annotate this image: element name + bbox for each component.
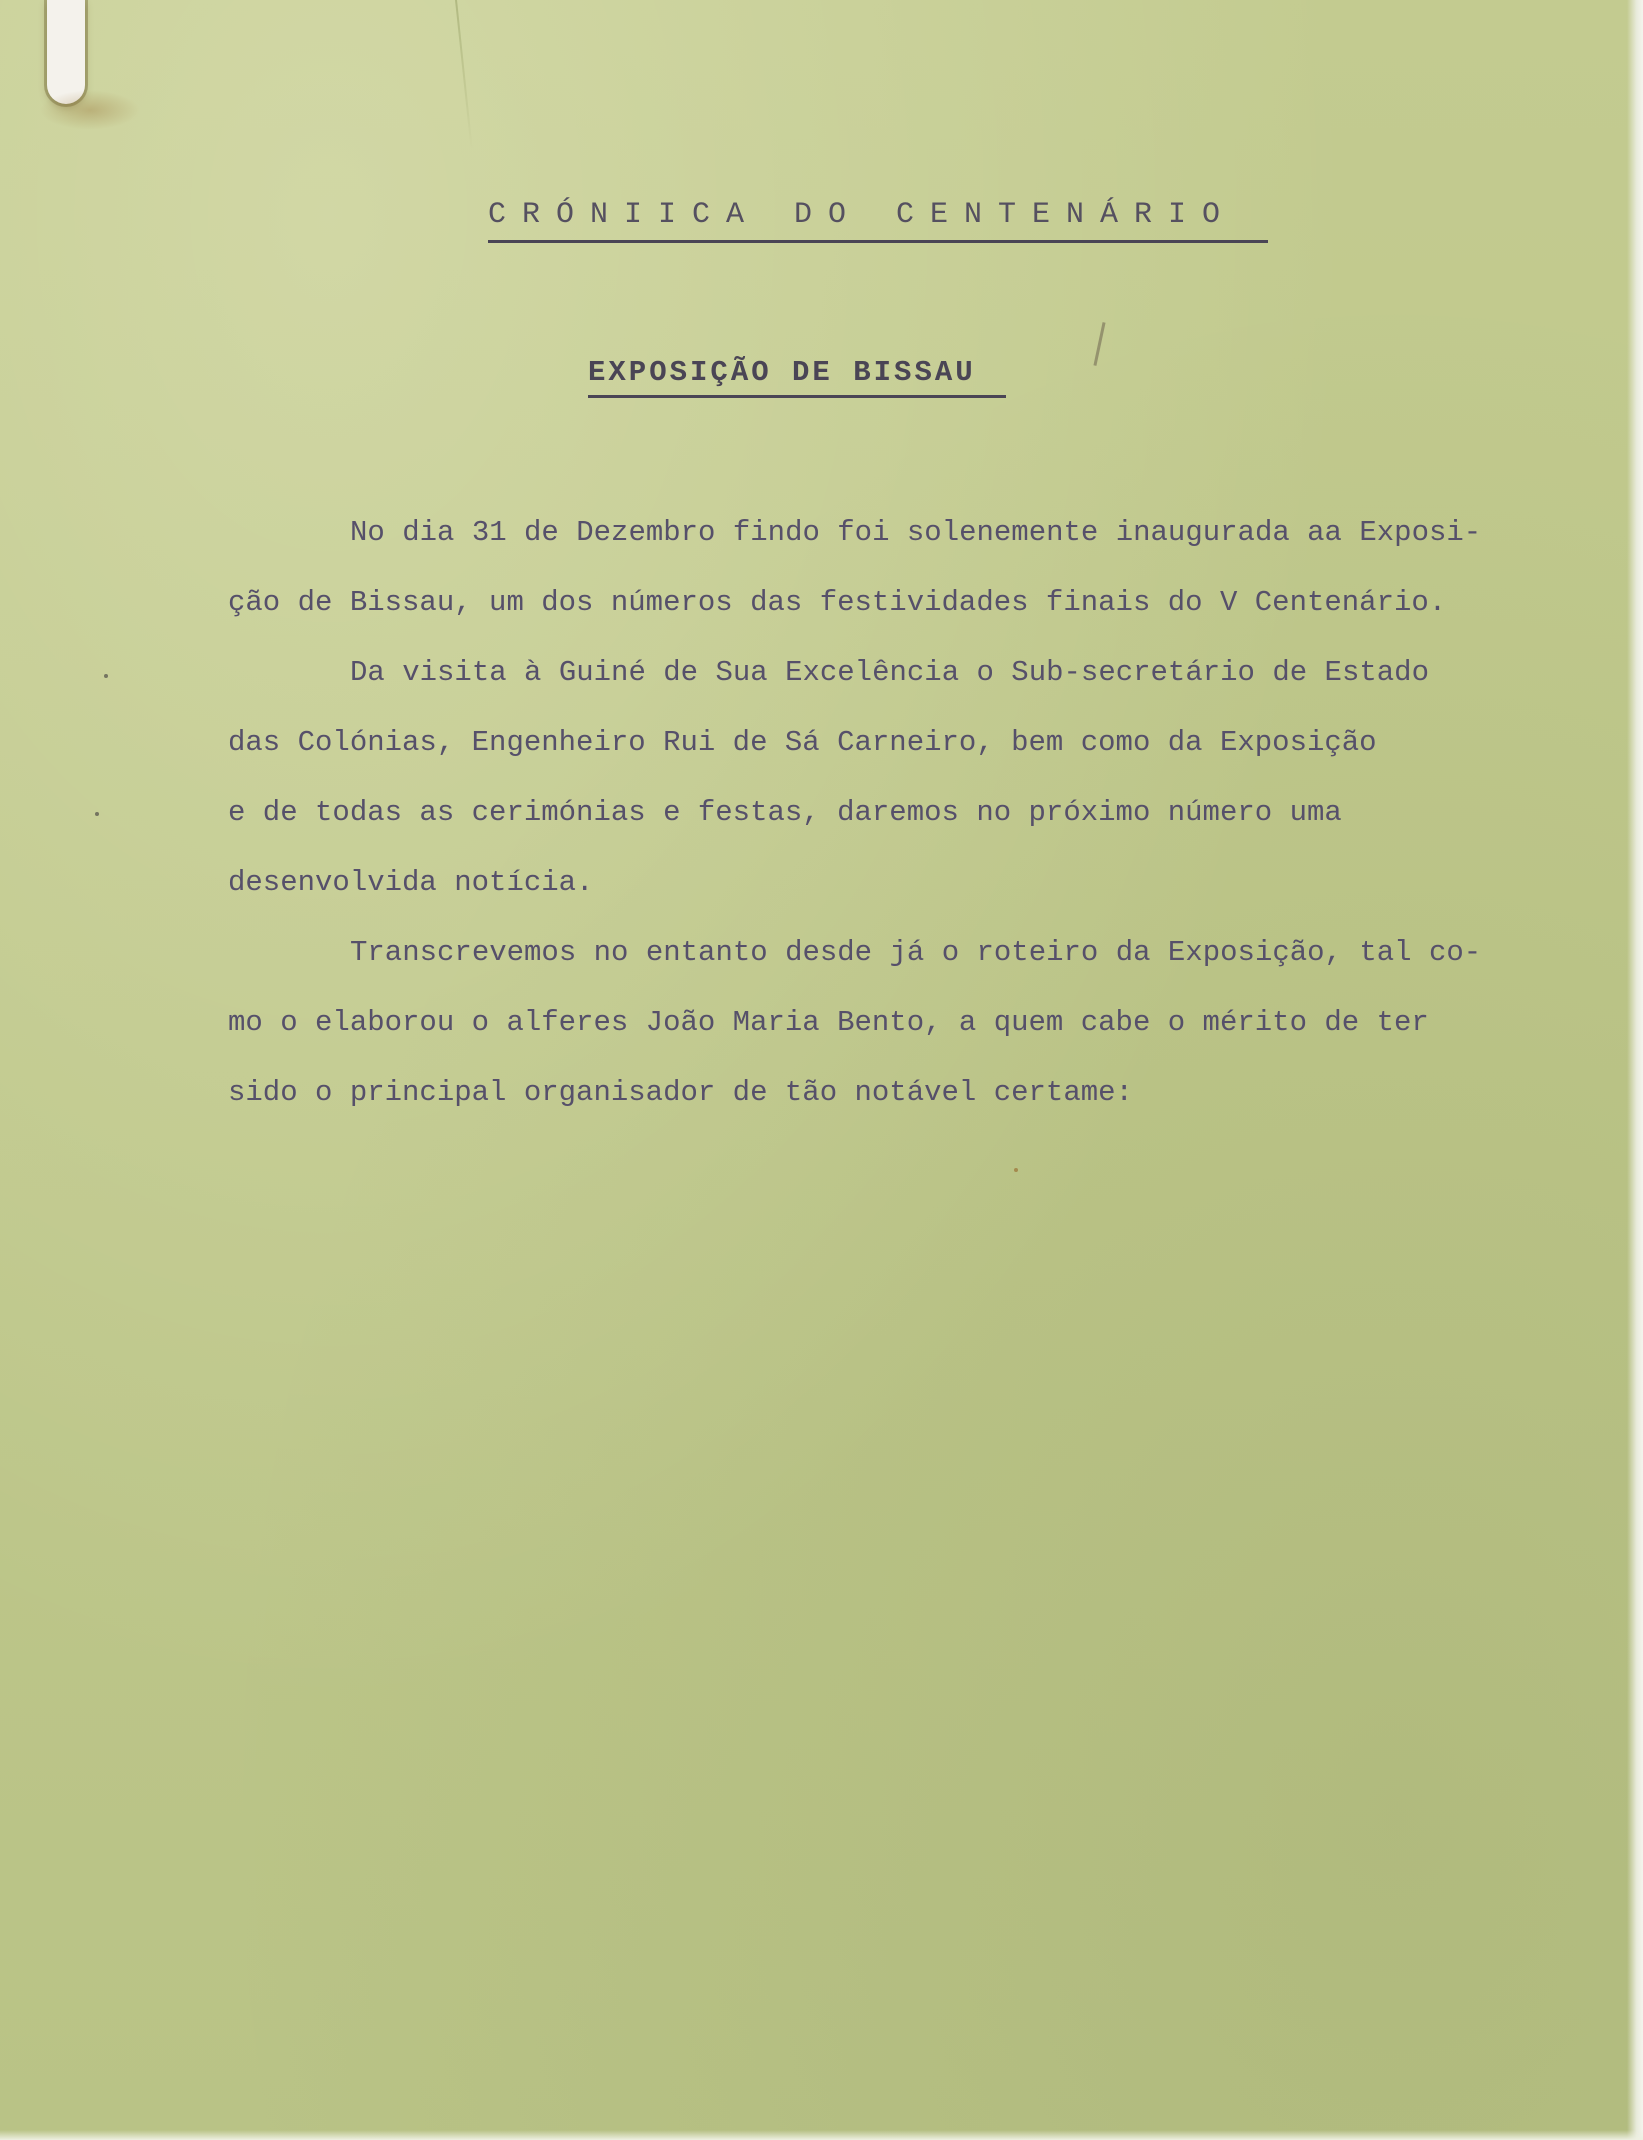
- paper-edge-right: [1627, 0, 1643, 2140]
- rust-stain: [40, 90, 140, 130]
- text-line: sido o principal organisador de tão notável certame:: [228, 1076, 1133, 1109]
- document-subtitle: EXPOSIÇÃO DE BISSAU: [588, 356, 1006, 398]
- text-line: ção de Bissau, um dos números das festividades finais do V Centenário.: [228, 586, 1447, 619]
- text-line: No dia 31 de Dezembro findo foi solenemente inaugurada aa Exposi-: [350, 516, 1482, 549]
- text-line: mo o elaborou o alferes João Maria Bento, a quem cabe o mérito de ter: [228, 1006, 1429, 1039]
- text-line: Da visita à Guiné de Sua Excelência o Sub-secretário de Estado: [350, 656, 1429, 689]
- ink-speck: [104, 674, 108, 678]
- paper-edge-bottom: [0, 2130, 1643, 2140]
- body-text: [228, 498, 1638, 1128]
- ink-speck: [1014, 1168, 1018, 1172]
- text-line: das Colónias, Engenheiro Rui de Sá Carneiro, bem como da Exposição: [228, 726, 1377, 759]
- document-title: CRÓNIICA DO CENTENÁRIO: [488, 198, 1268, 243]
- text-line: Transcrevemos no entanto desde já o roteiro da Exposição, tal co-: [350, 936, 1482, 969]
- pencil-mark: [1093, 322, 1105, 366]
- ink-speck: [95, 812, 99, 816]
- punch-hole: [47, 0, 85, 104]
- text-line: e de todas as cerimónias e festas, daremos no próximo número uma: [228, 796, 1342, 829]
- text-line: desenvolvida notícia.: [228, 866, 594, 899]
- fold-mark: [455, 0, 473, 149]
